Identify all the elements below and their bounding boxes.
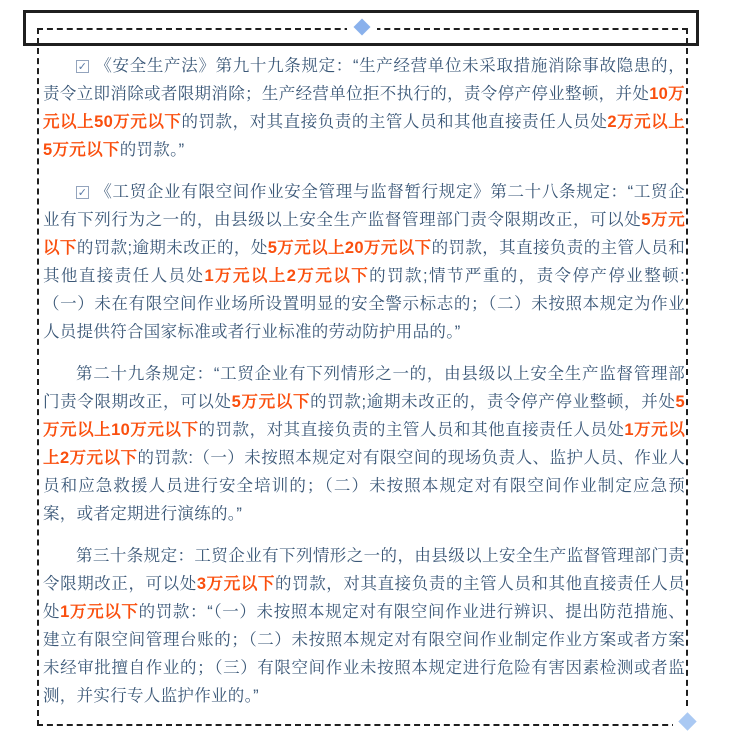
regulation-paragraph xyxy=(43,360,685,528)
text-segment: 的罚款;逾期未改正的，处 xyxy=(76,239,268,257)
text-segment: 《安全生产法》第九十九条规定：“生产经营单位未采取措施消除事故隐患的，责令立即消除或者限期消除；生产经营单位拒不执行的，责令停产停业整顿，并处 xyxy=(43,57,685,103)
regulations-text xyxy=(43,52,685,710)
fine-amount: 1万元以上2万元以下 xyxy=(43,421,685,467)
text-segment: 的罚款。” xyxy=(119,141,185,159)
fine-amount: 5万元以上20万元以下 xyxy=(267,239,432,257)
regulation-paragraph xyxy=(43,52,685,164)
regulation-paragraph xyxy=(43,178,685,346)
text-segment: 的罚款，对其直接负责的主管人员和其他直接责任人员处 xyxy=(181,113,608,131)
text-segment: 的罚款;情节严重的，责令停产停业整顿:（一）未在有限空间作业场所设置明显的安全警示标志的；（二）未按照本规定为作业人员提供符合国家标准或者行业标准的劳动防护用品的。” xyxy=(43,267,686,341)
text-segment: 《工贸企业有限空间作业安全管理与监督暂行规定》第二十八条规定：“工贸企业有下列行为之一的，由县级以上安全生产监督管理部门责令限期改正，可以处 xyxy=(43,183,685,229)
fine-amount: 1万元以下 xyxy=(60,603,139,621)
fine-amount: 3万元以下 xyxy=(196,575,276,593)
fine-amount: 5万元以下 xyxy=(231,393,311,411)
fine-amount: 5万元以下 xyxy=(43,211,686,257)
text-segment: 的罚款，对其直接负责的主管人员和其他直接责任人员处 xyxy=(43,575,685,621)
text-segment: 的罚款，对其直接负责的主管人员和其他直接责任人员处 xyxy=(198,421,625,439)
text-segment: 第三十条规定：工贸企业有下列情形之一的，由县级以上安全生产监督管理部门责令限期改正，可以处 xyxy=(43,547,685,593)
fine-amount: 1万元以上2万元以下 xyxy=(204,267,370,285)
text-segment: 的罚款;逾期未改正的，责令停产停业整顿，并处 xyxy=(310,393,676,411)
fine-amount: 2万元以上5万元以下 xyxy=(43,113,685,159)
text-segment: 的罚款:（一）未按照本规定对有限空间的现场负责人、监护人员、作业人员和应急救援人员进行安全培训的；（二）未按照本规定对有限空间作业制定应急预案，或者定期进行演练的。” xyxy=(43,449,686,523)
text-segment: 第二十九条规定：“工贸企业有下列情形之一的，由县级以上安全生产监督管理部门责令限期改正，可以处 xyxy=(43,365,685,411)
text-segment: 的罚款：“（一）未按照本规定对有限空间作业进行辨识、提出防范措施、建立有限空间管理台账的；（二）未按照本规定对有限空间作业制定作业方案或者方案未经审批擅自作业的；（三）有限空间作业未按照本规定进行危险有害因素检测或者监测，并实行专人监护作业的。” xyxy=(43,603,685,705)
checkbox-checked-icon: ✓ xyxy=(77,61,88,73)
regulation-paragraph xyxy=(43,542,685,710)
fine-amount: 5万元以上10万元以下 xyxy=(43,393,685,439)
text-segment: 的罚款，其直接负责的主管人员和其他直接责任人员处 xyxy=(43,239,685,285)
fine-amount: 10万元以上50万元以下 xyxy=(43,85,685,131)
checkbox-checked-icon: ✓ xyxy=(77,187,88,199)
